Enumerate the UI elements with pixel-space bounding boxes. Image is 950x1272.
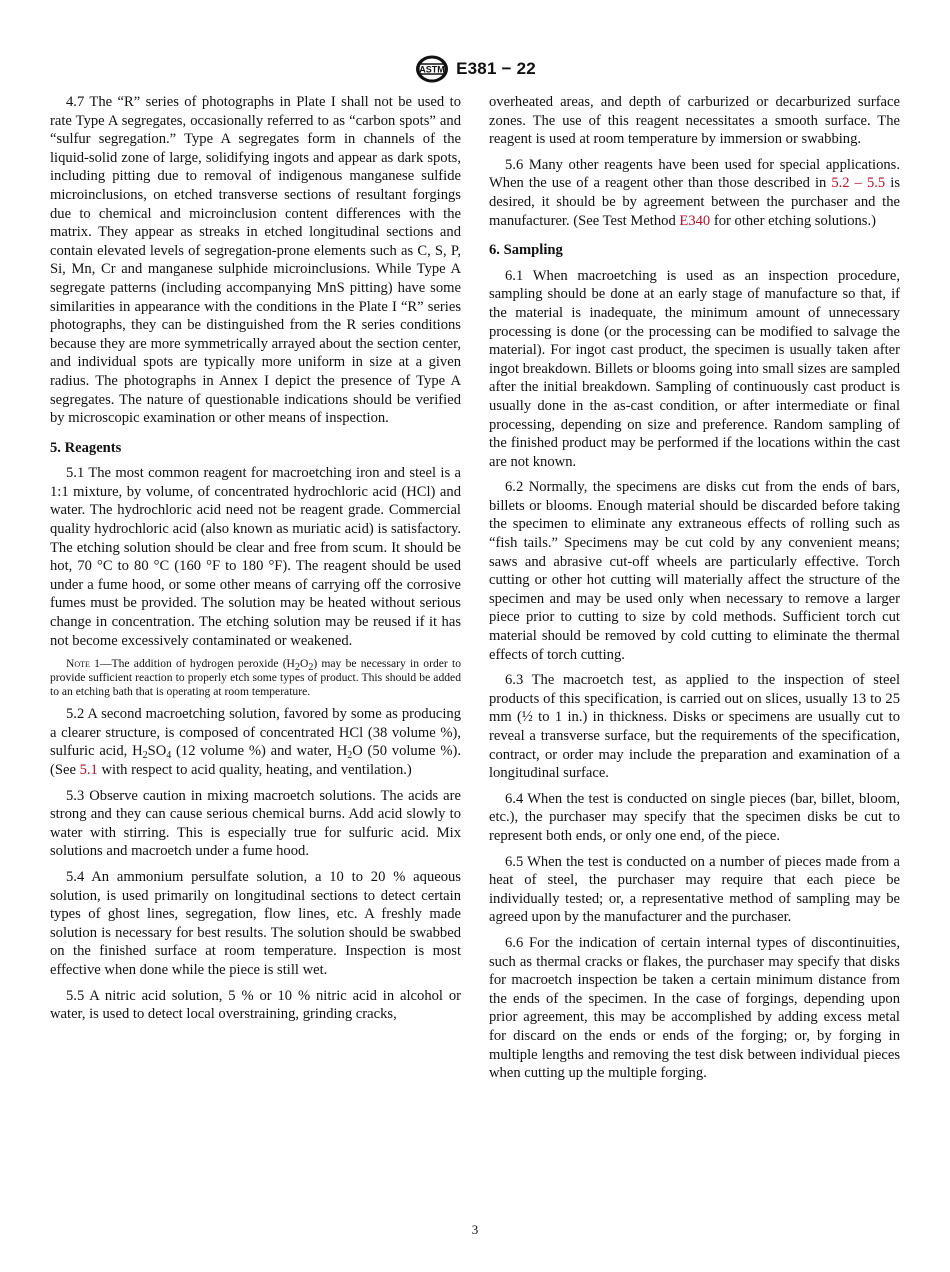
right-column [489,93,900,1090]
paragraph-5-5-continued: overheated areas, and depth of carburized or decarburized surface zones. The use of this reagent necessitates a smooth surface. The reagent is used at room temperature by immersion or swabbing. [489,94,900,148]
section-heading-reagents: 5. Reagents [50,439,122,456]
astm-logo-icon [414,54,450,84]
section-heading-sampling: 6. Sampling [489,242,563,259]
paragraph-4-7: 4.7 The “R” series of photographs in Plate I shall not be used to rate Type A segregates, occasionally referred to as “carbon spots” and “sulfur segregation.” Type A segregates form in channels of the liquid-solid zone of large, solidifying ingots and appear as dark spots, including pitting due to removal of indigenous manganese sulfide microinclusions, on etched transverse sections of resultant forgings due to chemical and microinclusion content differences with the matrix. They appear as streaks in etched longitudinal sections and contain elevated levels of segregation-prone elements such as C, S, P, Si, Mn, Cr and manganese sulphide microinclusions. While Type A segregate patterns (including accompanying MnS pitting) have some similarities in appearance with the conditions in the Plate I “R” series photographs, they can be distinguished from the R series conditions because they are more symmetrically arrayed about the section center, and individual spots are typically more uniform in size at a given radius. The photographs in Annex I depict the presence of Type A segregates. The nature of questionable indications should be verified by microscopic examination or other means of inspection. [50,94,461,427]
paragraph-6-1: 6.1 When macroetching is used as an inspection procedure, sampling should be done at an early stage of manufacture so that, if the material is inadequate, the minimum amount of unnecessary processing is done (or the processing can be modified to salvage the material). For ingot cast product, the specimen is usually taken after ingot breakdown. Billets or blooms going into small sizes are sampled after the initial breakdown. Sampling of continuously cast product is usually done in the as-cast condition, or after intermediate or final processing, depending on size and preference. Random sampling of the finished product may be performed if the locations within the cast are not known. [489,267,900,470]
note-sub-2: 2 [308,662,314,674]
link-test-method-e340[interactable]: E340 [679,212,711,229]
paragraph-6-2: 6.2 Normally, the specimens are disks cut from the ends of bars, billets or blooms. Enough material should be discarded before taking the specimen to eliminate any extraneous effects of rolling such as “fish tails.” Specimens may be cut cold by any convenient means; saws and abrasive cut-off wheels are particularly effective. Torch cutting or other hot cutting will materially affect the structure of the specimen and may be used only when necessary to remove a larger piece prior to cutting to size by cold methods. Sufficient torch cut material should be removed by cold cutting to eliminate the thermal effects of torch cutting. [489,479,900,663]
p56-text-c: for other etching solutions.) [710,212,876,229]
p52-text-a: 5.2 A second macroetching solution, favored by some as producing a clearer structure, is composed of concentrated HCl (38 volume %), sulfuric acid, H [50,706,461,760]
paragraph-6-5: 6.5 When the test is conducted on a number of pieces made from a heat of steel, the purchaser may require that each piece be individually tested; or, a representative method of sampling may be agreed upon by the manufacturer and the purchaser. [489,853,900,926]
note-sub-1: 2 [294,662,300,674]
p52-text-b: SO [147,743,167,760]
paragraph-6-4: 6.4 When the test is conducted on single pieces (bar, billet, bloom, etc.), the purchaser may specify that the specimen disks be cut to represent both ends, or only one end, of the piece. [489,790,900,844]
paragraph-5-4: 5.4 An ammonium persulfate solution, a 10 to 20 % aqueous solution, is used primarily on longitudinal sections to detect certain types of ghost lines, segregation, flow lines, etc. A freshly made solution is necessary for best results. The solution should be swabbed on the finished surface at room temperature. Inspection is most effective when done while the piece is still wet. [50,868,461,978]
p52-text-c: (12 volume %) and water, H [171,743,348,760]
p52-sub-1: 2 [142,750,148,762]
note-text-b: O [299,657,309,671]
paragraph-5-2 [50,705,461,779]
svg-text:ASTM: ASTM [419,64,445,75]
page-header [0,52,950,86]
page-number: 3 [471,1222,479,1237]
paragraph-5-5: 5.5 A nitric acid solution, 5 % or 10 % nitric acid in alcohol or water, is used to detect local overstraining, grinding cracks, [50,987,461,1023]
p56-text-a: 5.6 Many other reagents have been used for special applications. When the use of a reagent other than those described in [489,156,900,192]
paragraph-6-3: 6.3 The macroetch test, as applied to the inspection of steel products of this specification, is carried out on slices, usually 13 to 25 mm (½ to 1 in.) in thickness. Disks or specimens are usually cut to reveal a transverse surface, but the requirements of the specification, contract, or order may include the preparation and examination of a longitudinal surface. [489,672,900,782]
note-text-c: ) may be necessary in order to provide sufficient reaction to properly etch some types of product. This should be added to an etching bath that is operating at room temperature. [50,657,461,699]
note-text-a: —The addition of hydrogen peroxide (H [99,657,295,671]
p52-text-d: O (50 volume %). (See [50,743,461,778]
paragraph-5-1: 5.1 The most common reagent for macroetching iron and steel is a 1:1 mixture, by volume, of concentrated hydrochloric acid (HCl) and water. The hydrochloric acid need not be reagent grade. Commercial quality hydrochloric acid (also known as muriatic acid) is satisfactory. The etching solution should be clear and free from scum. It should be hot, 70 °C to 80 °C (160 °F to 180 °F). The reagent should be used under a fume hood, or some other means of carrying off the corrosive fumes must be provided. The solution may be heated without serious change in concentration. The etching solution may be reused if it has not become excessively contaminated or weakened. [50,465,461,649]
note-1 [50,657,461,699]
paragraph-6-6: 6.6 For the indication of certain internal types of discontinuities, such as thermal cracks or flakes, the purchaser may specify that disks for macroetch inspection be taken a certain minimum distance from the ends of the specimen. In the case of forgings, depending upon prior agreement, this may be accomplished by adding excess metal for discard on the ends or ends of the forging; or, by forging in multiple lengths and removing the test disk between individual pieces when cutting up the multiple forging. [489,934,900,1082]
link-sections-5-2-5-5[interactable]: 5.2 – 5.5 [831,175,886,192]
p52-text-e: with respect to acid quality, heating, and ventilation.) [97,762,412,778]
p52-sub-2: 4 [166,750,172,762]
paragraph-5-3: 5.3 Observe caution in mixing macroetch solutions. The acids are strong and they can cause serious chemical burns. Add acid slowly to water with stirring. This is especially true for sulfuric acid. Mix solutions and macroetch under a fume hood. [50,787,461,860]
left-column [50,93,461,1031]
p56-text-b: is desired, it should be by agreement between the purchaser and the manufacturer. (See Test Method [489,175,900,229]
paragraph-5-6 [489,156,900,230]
note-label: Note 1 [66,657,100,671]
document-designation: E381 − 22 [456,59,536,78]
link-section-5-1[interactable]: 5.1 [79,762,98,778]
p52-sub-3: 2 [347,750,353,762]
